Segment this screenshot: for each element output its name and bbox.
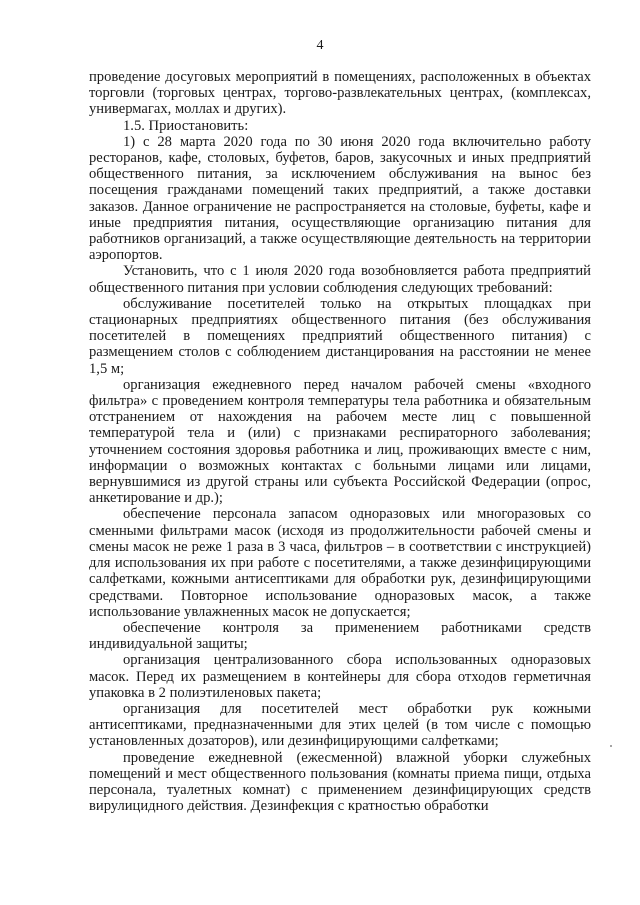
paragraph: организация централизованного сбора использованных одноразовых масок. Перед их размещением в контейнеры для сбора отходов герметичная упаковка в 2 полиэтиленовых пакета;	[89, 652, 591, 701]
paragraph: обеспечение персонала запасом одноразовых или многоразовых со сменными фильтрами масок (исходя из продолжительности рабочей смены и смены масок не реже 1 раза в 3 часа, фильтров – в соответствии с инструкцией) для использования их при работе с посетителями, а также дезинфицирующими салфетками, кожными антисептиками для обработки рук, дезинфицирующими средствами. Повторное использование одноразовых масок, а также использование увлажненных масок не допускается;	[89, 506, 591, 620]
paragraph: обслуживание посетителей только на открытых площадках при стационарных предприятиях общественного питания (без обслуживания посетителей в помещениях предприятий общественного питания) с размещением столов с соблюдением дистанцирования на расстоянии не менее 1,5 м;	[89, 295, 591, 377]
page-number: 4	[316, 38, 324, 53]
paragraph: проведение досуговых мероприятий в помещениях, расположенных в объектах торговли (торговых центрах, торгово-развлекательных центрах, (комплексах, универмагах, моллах и других).	[89, 69, 591, 118]
paragraph: обеспечение контроля за применением работниками средств индивидуальной защиты;	[89, 619, 591, 653]
paragraph: проведение ежедневной (ежесменной) влажной уборки служебных помещений и мест общественного пользования (комнаты приема пищи, отдыха персонала, туалетных комнат) с применением дезинфицирующих средств вирулицидного действия. Дезинфекция с кратностью обработки	[89, 749, 591, 815]
paragraph: 1) с 28 марта 2020 года по 30 июня 2020 года включительно работу ресторанов, кафе, столовых, буфетов, баров, закусочных и иных предприятий общественного питания, за исключением обслуживания на вынос без посещения гражданами помещений таких предприятий, а также доставки заказов. Данное ограничение не распространяется на столовые, буфеты, кафе и иные предприятия питания, осуществляющие организацию питания для работников организаций, а также осуществляющие деятельность на территории аэропортов.	[89, 133, 591, 264]
paragraph: организация ежедневного перед началом рабочей смены «входного фильтра» с проведением контроля температуры тела работника и обязательным отстранением от нахождения на рабочем месте лиц с повышенной температурой тела и (или) с признаками респираторного заболевания; уточнением состояния здоровья работника и лиц, проживающих вместе с ним, информации о возможных контактах с больными лицами или лицами, вернувшимися из другой страны или субъекта Российской Федерации (опрос, анкетирование и др.);	[89, 376, 591, 507]
paragraph: 1.5. Приостановить:	[123, 117, 249, 134]
document-body	[89, 69, 591, 814]
scan-speck	[610, 745, 612, 747]
paragraph: организация для посетителей мест обработки рук кожными антисептиками, предназначенными для этих целей (в том числе с помощью установленных дозаторов), или дезинфицирующими салфетками;	[89, 700, 591, 750]
paragraph: Установить, что с 1 июля 2020 года возобновляется работа предприятий общественного питания при условии соблюдения следующих требований:	[89, 263, 591, 296]
